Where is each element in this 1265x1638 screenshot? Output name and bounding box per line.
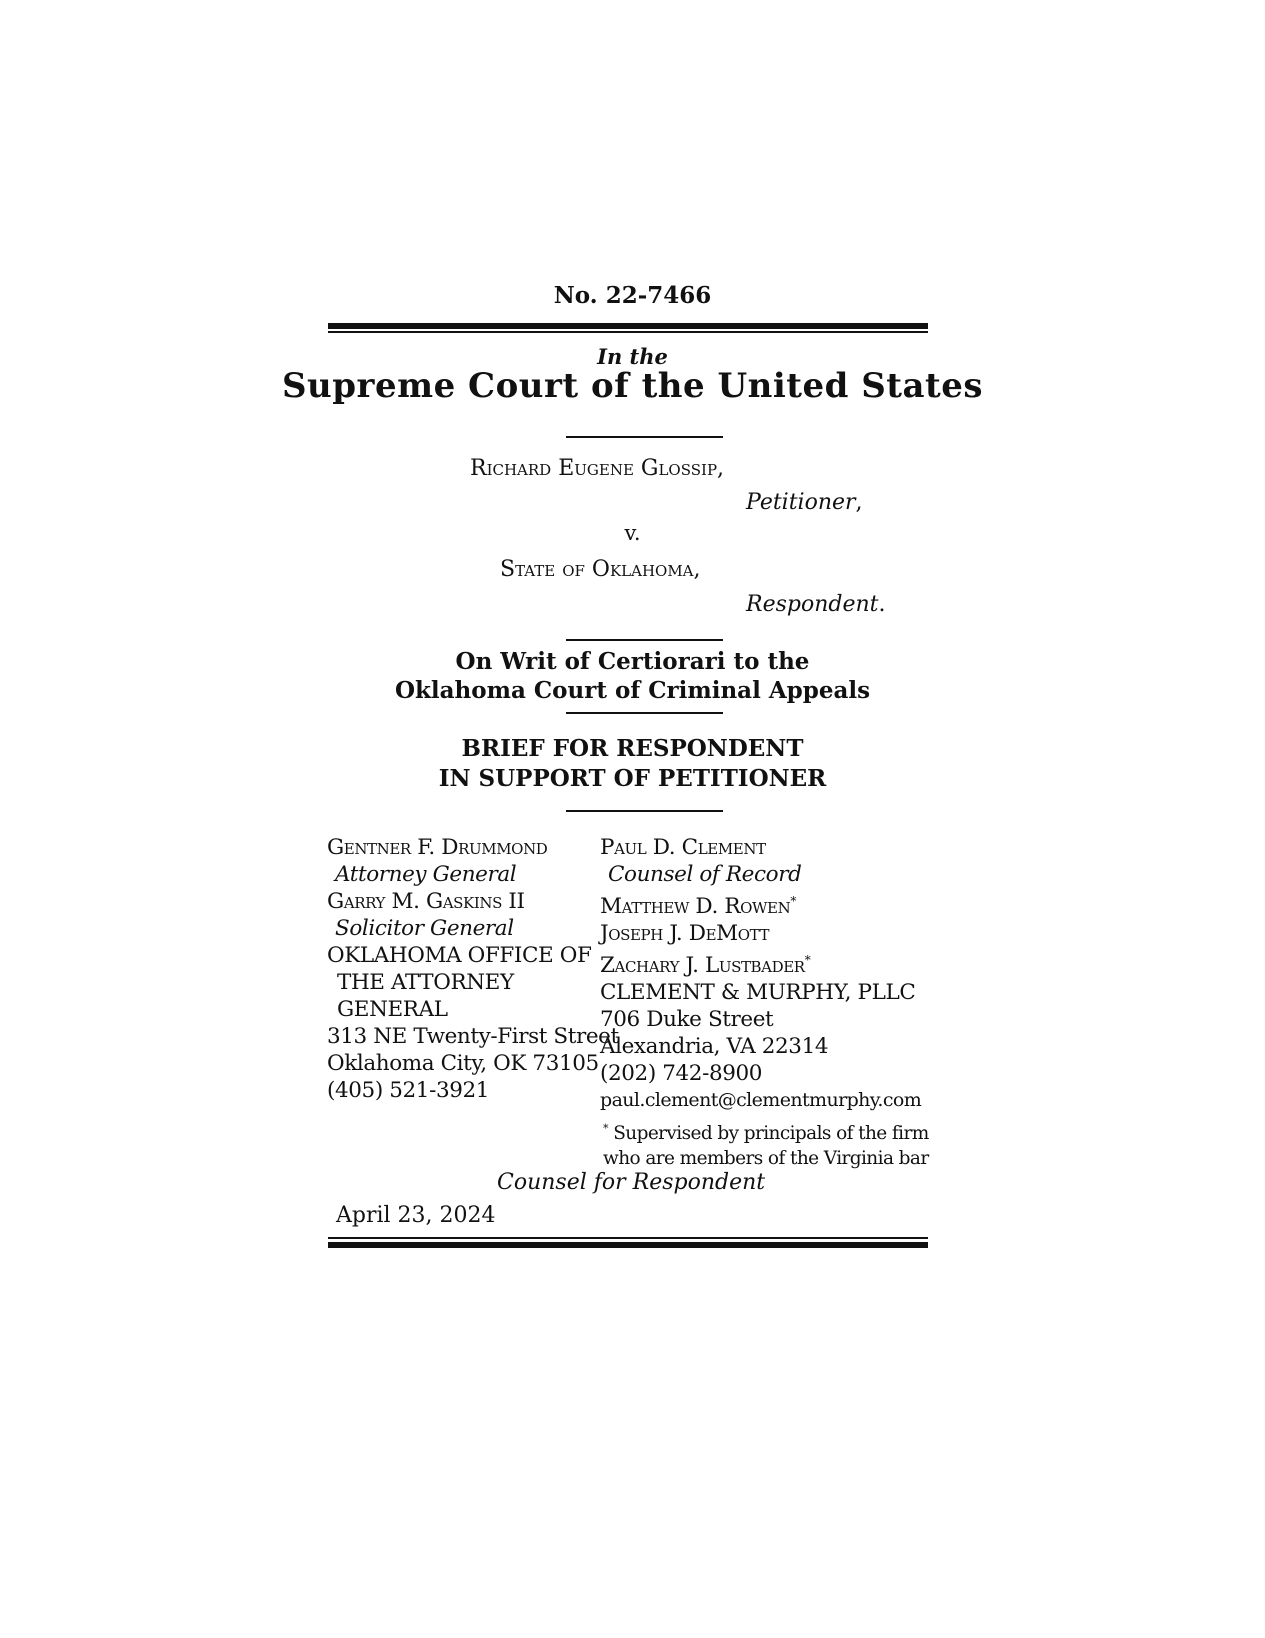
divider-2 [566, 639, 723, 641]
counsel-left-column [327, 834, 619, 1104]
phone: (405) 521-3921 [327, 1078, 490, 1103]
counsel-name: Gentner F. Drummond [327, 835, 548, 860]
respondent-role: Respondent. [746, 592, 886, 617]
divider-1 [566, 436, 723, 438]
filing-date: April 23, 2024 [336, 1203, 496, 1228]
email: paul.clement@clementmurphy.com [600, 1089, 922, 1112]
court-name: Supreme Court of the United States [282, 366, 983, 406]
office-line: OKLAHOMA OFFICE OF [327, 943, 592, 968]
counsel-name: Paul D. Clement [600, 835, 766, 860]
writ-line-1: On Writ of Certiorari to the [455, 648, 810, 675]
bottom-thick-rule [328, 1242, 928, 1248]
counsel-title: Counsel of Record [608, 862, 802, 887]
respondent-name: State of Oklahoma, [500, 557, 701, 582]
counsel-name: Joseph J. DeMott [600, 921, 770, 947]
versus: v. [624, 521, 641, 545]
address-line: 706 Duke Street [600, 1007, 774, 1033]
address-line: 313 NE Twenty-First Street [327, 1024, 619, 1049]
counsel-for-respondent: Counsel for Respondent [497, 1170, 766, 1195]
writ-line-2: Oklahoma Court of Criminal Appeals [394, 677, 871, 704]
address-line: Alexandria, VA 22314 [600, 1034, 829, 1060]
petitioner-name: Richard Eugene Glossip, [470, 456, 725, 481]
phone: (202) 742-8900 [600, 1061, 763, 1087]
firm-name: CLEMENT & MURPHY, PLLC [600, 980, 916, 1006]
counsel-right-column [600, 834, 921, 1114]
petitioner-role: Petitioner, [746, 490, 863, 515]
counsel-title: Solicitor General [335, 916, 514, 941]
brief-title-line-2: IN SUPPORT OF PETITIONER [438, 765, 827, 792]
footnote: * Supervised by principals of the firm who are members of the Virginia bar [603, 1122, 929, 1170]
office-line: GENERAL [337, 997, 448, 1022]
counsel-name: Matthew D. Rowen* [600, 894, 796, 920]
bottom-thin-rule [328, 1237, 928, 1239]
counsel-name: Garry M. Gaskins II [327, 889, 525, 914]
docket-number: No. 22-7466 [553, 282, 712, 309]
address-line: Oklahoma City, OK 73105 [327, 1051, 599, 1076]
top-thick-rule [328, 323, 928, 329]
top-thin-rule [328, 331, 928, 333]
counsel-title: Attorney General [335, 862, 517, 887]
court-in-the: In the [597, 344, 668, 369]
counsel-name: Zachary J. Lustbader* [600, 953, 811, 979]
office-line: THE ATTORNEY [337, 970, 514, 995]
brief-title-line-1: BRIEF FOR RESPONDENT [461, 735, 804, 762]
divider-4 [566, 810, 723, 812]
divider-3 [566, 712, 723, 714]
